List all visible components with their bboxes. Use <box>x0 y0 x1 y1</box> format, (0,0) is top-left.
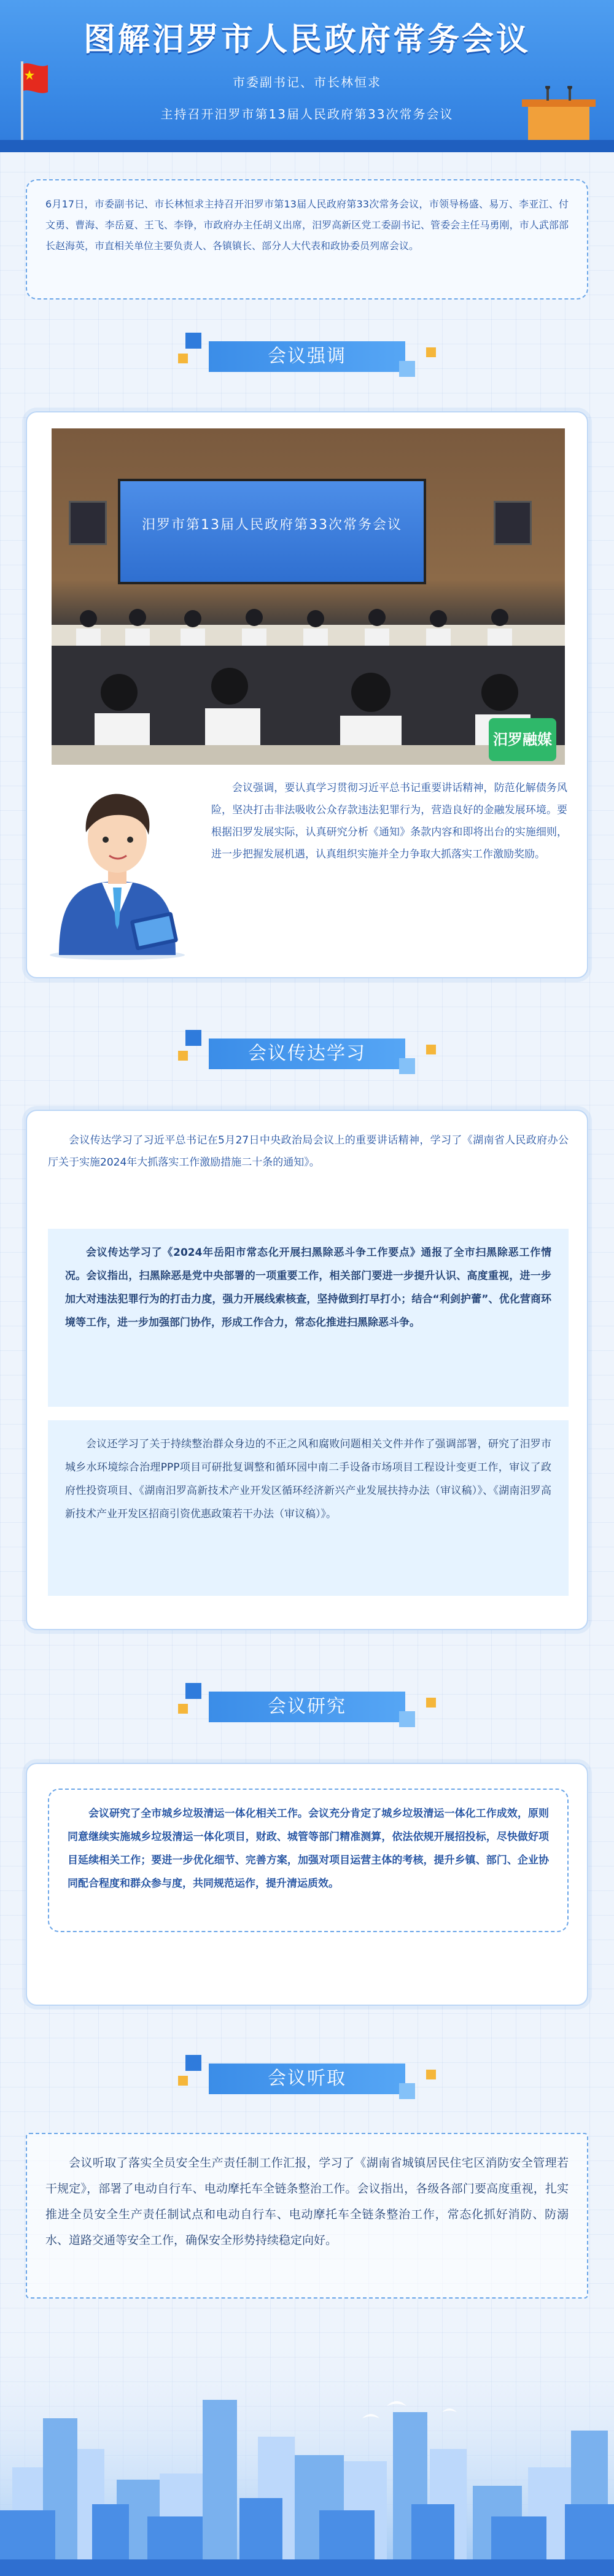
section-title-3 <box>178 1682 436 1725</box>
decor-square <box>399 1058 415 1074</box>
header-subtitle-1: 市委副书记、市长林恒求 <box>233 75 381 90</box>
decor-square <box>399 1711 415 1727</box>
page-title: 图解汨罗市人民政府常务会议 <box>83 21 530 58</box>
intro-box: 6月17日，市委副书记、市长林恒求主持召开汨罗市第13届人民政府第33次常务会议，市领导杨盛、易万、李亚江、付文勇、曹海、李岳夏、王飞、李铮，市政府办主任胡义出席，汨罗高新区党工委副书记、管委会主任马勇刚，市人武部部长赵海英，市直相关单位主要负责人、各镇镇长、部分人大代表和政协委员列席会议。 <box>26 179 588 300</box>
wall-panel <box>494 501 532 545</box>
decor-square <box>399 361 415 377</box>
section2-highlight-box-2: 会议还学习了关于持续整治群众身边的不正之风和腐败问题相关文件并作了强调部署，研究了汨罗市城乡水环境综合治理PPP项目可研批复调整和循环园中南二手设备市场项目工程设计变更工作，审议了政府性投资项目、《湖南汨罗高新技术产业开发区循环经济新兴产业发展扶持办法（审议稿）》、《湖南汨罗高新技术产业开发区招商引资优惠政策若干办法（审议稿）》。 <box>48 1420 569 1596</box>
decor-square <box>185 333 201 349</box>
section3-text: 会议研究了全市城乡垃圾清运一体化相关工作。会议充分肯定了城乡垃圾清运一体化工作成效，原则同意继续实施城乡垃圾清运一体化项目，财政、城管等部门精准测算，依法依规开展招投标，尽快做好项目延续相关工作；要进一步优化细节、完善方案，加强对项目运营主体的考核，提升乡镇、部门、企业协同配合程度和群众参与度，共同规范运作，提升清运质效。 <box>48 1789 569 1932</box>
decor-square <box>178 2076 188 2086</box>
section-title-2 <box>178 1029 436 1072</box>
section2-intro-text: 会议传达学习了习近平总书记在5月27日中央政治局会议上的重要讲话精神，学习了《湖南省人民政府办公厅关于实施2024年大抓落实工作激励措施二十条的通知》。 <box>48 1134 569 1169</box>
meeting-photo <box>52 428 565 765</box>
section-title-label: 会议传达学习 <box>209 1039 405 1069</box>
section2-highlight-box-1: 会议传达学习了《2024年岳阳市常态化开展扫黑除恶斗争工作要点》通报了全市扫黑除恶工作情况。会议指出，扫黑除恶是党中央部署的一项重要工作，相关部门要进一步提升认识、高度重视，进一步加大对违法犯罪行为的打击力度，强力开展线索核查，坚持做到打早打小；结合“利剑护蕾”、优化营商环境等工作，进一步加强部门协作，形成工作合力，常态化推进扫黑除恶斗争。 <box>48 1229 569 1407</box>
city-skyline-illustration <box>0 2326 614 2576</box>
decor-square <box>178 1051 188 1061</box>
section-title-label: 会议强调 <box>209 341 405 372</box>
section-title-4 <box>178 2054 436 2097</box>
section-card-1 <box>26 411 588 978</box>
decor-square <box>426 2070 436 2079</box>
businessman-avatar-icon <box>41 771 194 961</box>
section1-text: 会议强调，要认真学习贯彻习近平总书记重要讲话精神，防范化解债务风险，坚决打击非法吸收公众存款违法犯罪行为，营造良好的金融发展环境。要根据汨罗发展实际，认真研究分析《通知》条款内容和即将出台的实施细则，进一步把握发展机遇，认真组织实施并全力争取大抓落实工作激励奖励。 <box>211 782 567 861</box>
section-card-2 <box>26 1110 588 1630</box>
decor-square <box>426 1045 436 1054</box>
decor-square <box>178 354 188 363</box>
decor-square <box>185 2055 201 2071</box>
meeting-attendees-illustration <box>52 600 565 765</box>
media-watermark-logo: 汨罗融媒 <box>489 718 556 761</box>
header-banner <box>0 0 614 152</box>
wall-panel <box>69 501 107 545</box>
decor-square <box>185 1683 201 1699</box>
section-card-3 <box>26 1763 588 2006</box>
decor-square <box>426 1698 436 1708</box>
decor-square <box>399 2083 415 2099</box>
meeting-screen-text: 汨罗市第13届人民政府第33次常务会议 <box>142 517 402 533</box>
meeting-screen <box>118 479 426 584</box>
section-title-label: 会议听取 <box>209 2064 405 2094</box>
decor-square <box>178 1704 188 1714</box>
section4-text: 会议听取了落实全员安全生产责任制工作汇报，学习了《湖南省城镇居民住宅区消防安全管理若干规定》，部署了电动自行车、电动摩托车全链条整治工作。会议指出，各级各部门要高度重视，扎实推进全员安全生产责任制试点和电动自行车、电动摩托车全链条整治工作，常态化抓好消防、防溺水、道路交通等安全工作，确保安全形势持续稳定向好。 <box>26 2133 588 2299</box>
header-subtitle-2: 主持召开汨罗市第13届人民政府第33次常务会议 <box>160 107 454 122</box>
decor-square <box>426 347 436 357</box>
decor-square <box>185 1030 201 1046</box>
section-title-label: 会议研究 <box>209 1692 405 1722</box>
section-title-1 <box>178 331 436 374</box>
podium-icon <box>522 86 596 141</box>
